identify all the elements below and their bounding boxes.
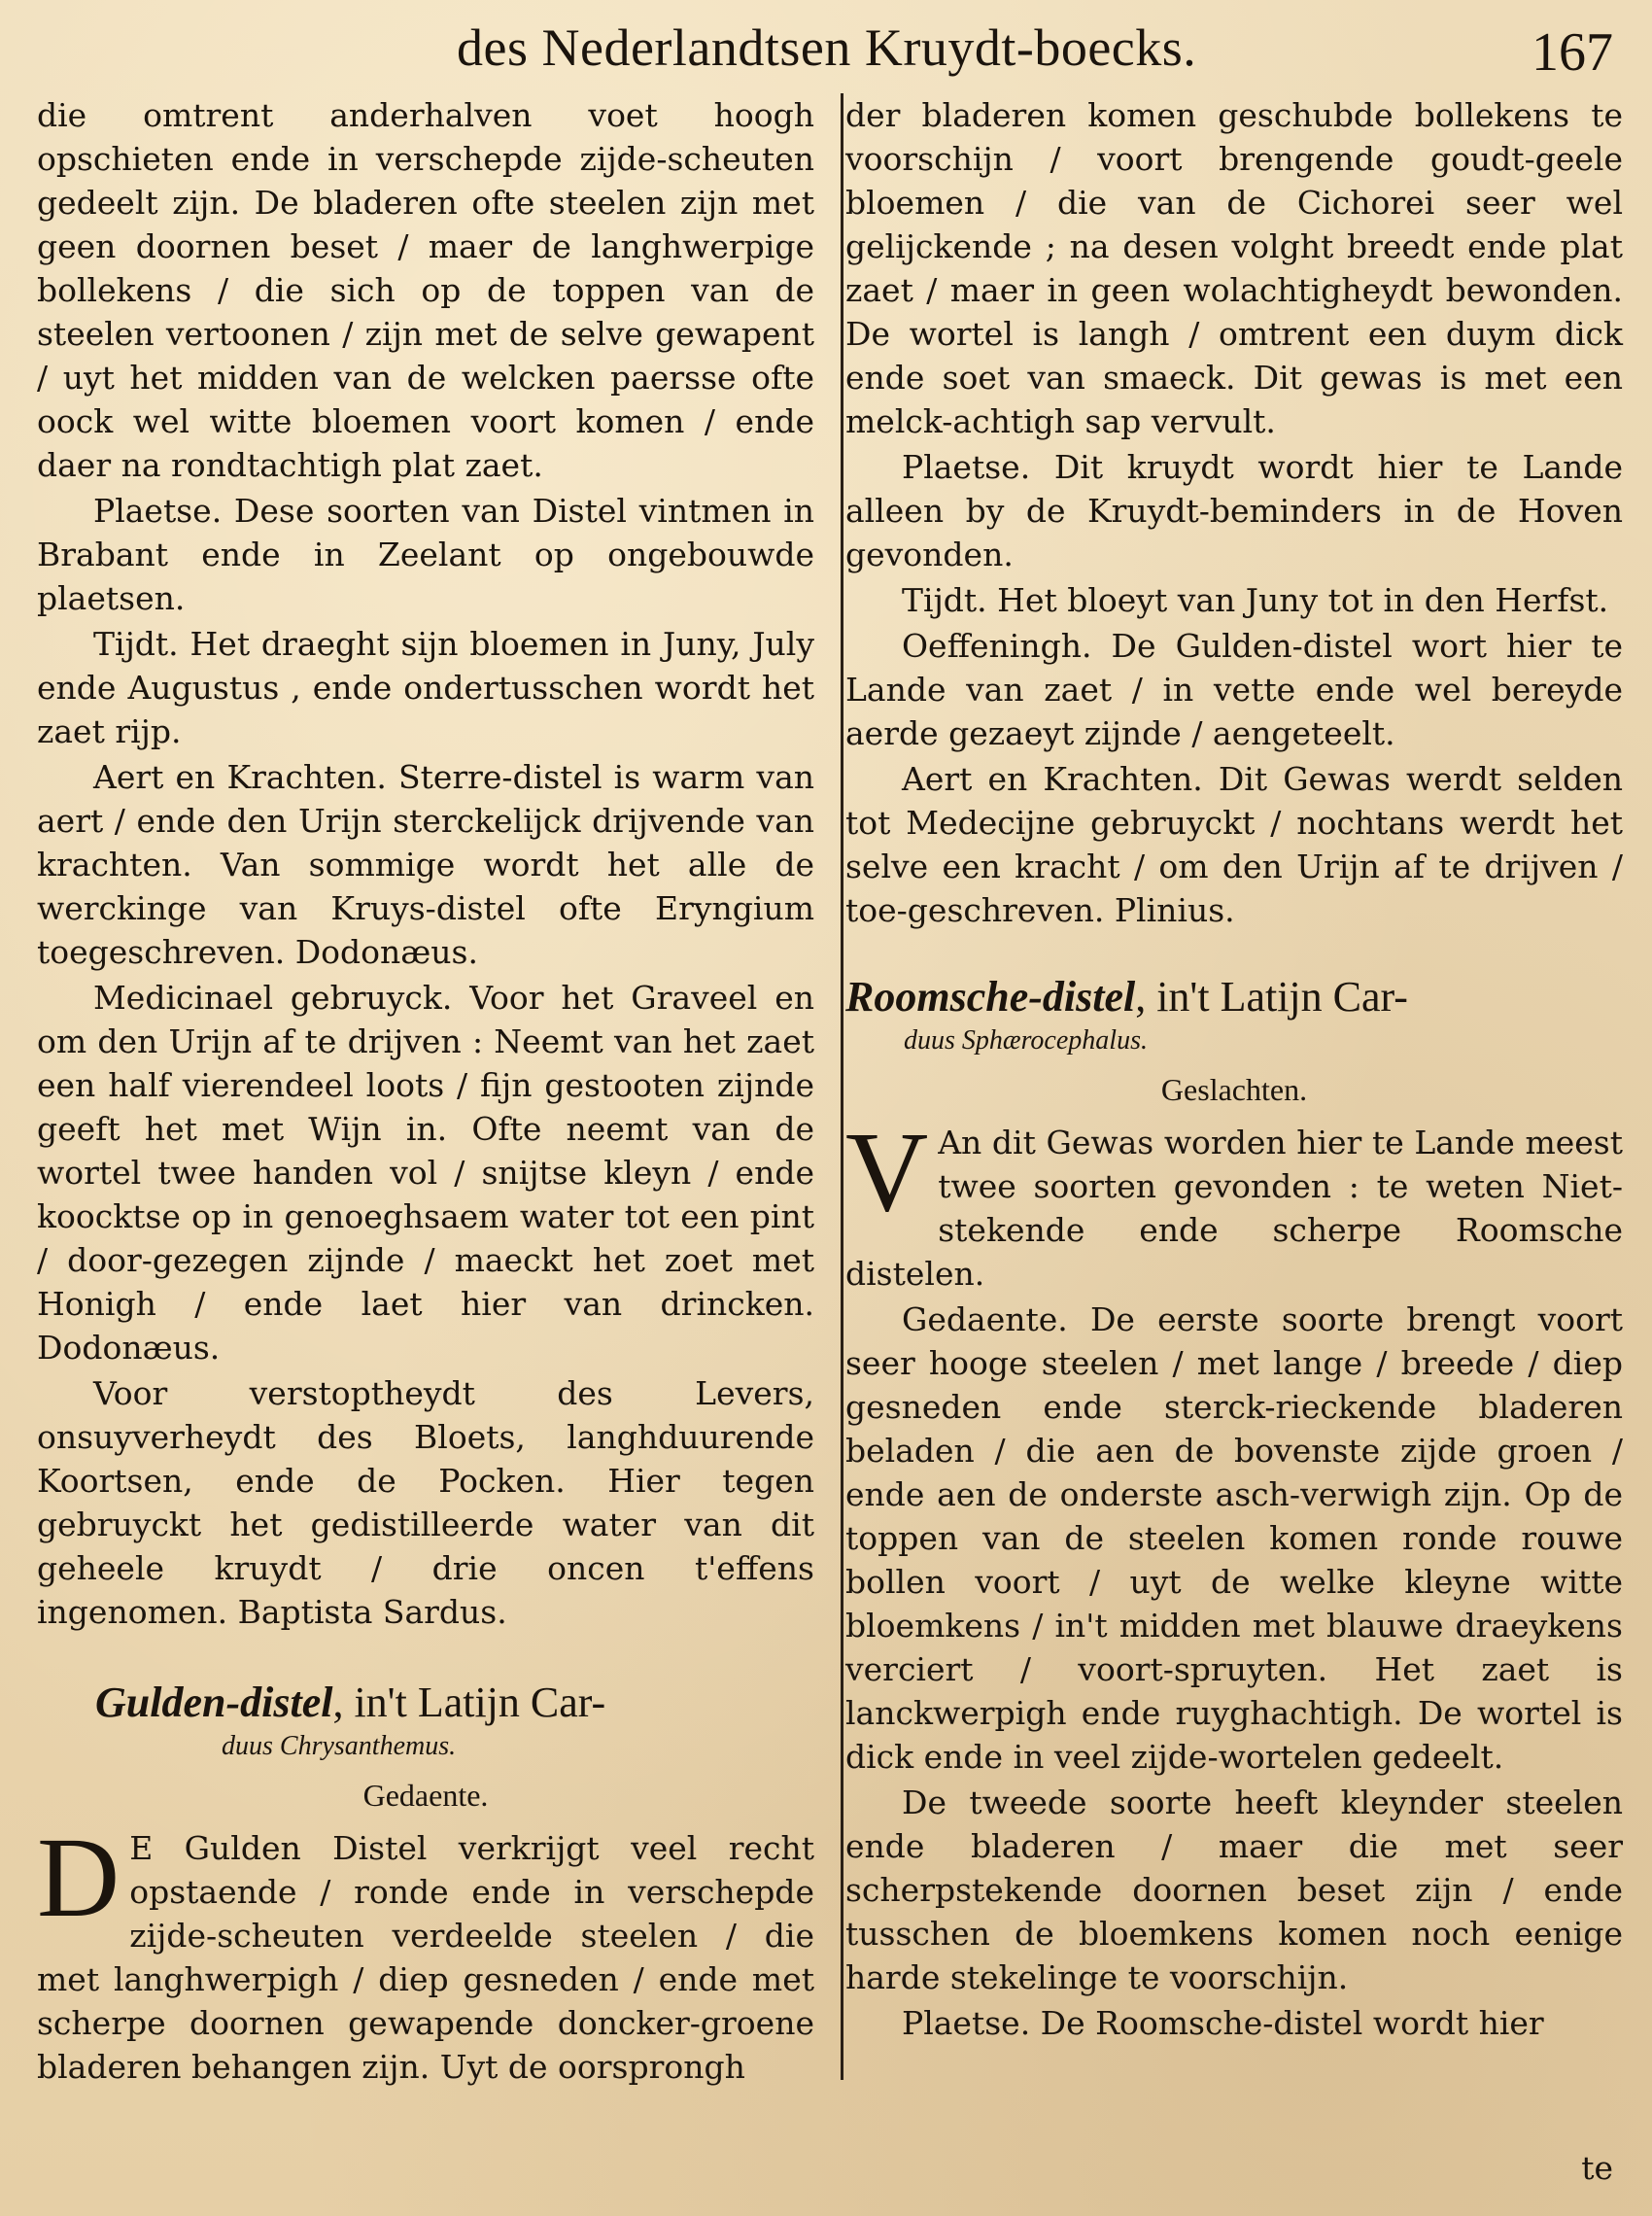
heading-latin: , in't Latijn Car- — [332, 1679, 606, 1726]
drop-cap: D — [37, 1814, 120, 1941]
section-heading — [37, 1679, 814, 1727]
paragraph: Plaetse. Dese soorten van Distel vintmen in Brabant ende in Zeelant op ongebouwde plaetsen. — [37, 492, 814, 617]
heading-latin-name: duus Sphærocephalus. — [904, 1025, 1148, 1056]
paragraph: Medicinael gebruyck. Voor het Graveel en om den Urijn af te drijven : Neemt van het zaet een half vierendeel loots / fijn gestooten zijnde geeft het met Wijn in. Ofte neemt van de wortel twee handen vol / snijtse kleyn / ende koocktse op in genoeghsaem water tot een pint / door-gezegen zijnde / maeckt het zoet met Honigh / ende laet hier van drincken. Dodonæus. — [37, 979, 814, 1367]
paragraph: Plaetse. De Roomsche-distel wordt hier — [902, 2004, 1544, 2042]
section-heading — [845, 973, 1623, 1021]
column-divider — [841, 93, 843, 2080]
paragraph — [37, 1814, 814, 2089]
paragraph — [845, 1108, 1623, 1296]
paragraph: der bladeren komen geschubde bollekens te voorschijn / voort brengende goudt-geele bloemen / die van de Cichorei seer wel gelijckende ; na desen volght breedt ende plat zaet / maer in geen wolachtigheydt bewonden. De wortel is langh / omtrent een duym dick ende soet van smaeck. Dit gewas is met een melck-achtigh sap vervult. — [845, 96, 1623, 440]
paragraph: Aert en Krachten. Sterre-distel is warm van aert / ende den Urijn sterckelijck drijvende van krachten. Van sommige wordt het alle de werckinge van Kruys-distel ofte Eryngium toegeschreven. Dodonæus. — [37, 758, 814, 971]
heading-latin-name: duus Chrysanthemus. — [222, 1731, 457, 1761]
subsection-title: Geslachten. — [1160, 1072, 1308, 1107]
paragraph: Oeffeningh. De Gulden-distel wort hier te Lande van zaet / in vette ende wel bereyde aerde gezaeyt zijnde / aengeteelt. — [845, 627, 1623, 752]
left-column — [37, 93, 814, 2091]
page-number: 167 — [1532, 22, 1613, 83]
paragraph: Aert en Krachten. Dit Gewas werdt selden tot Medecijne gebruyckt / nochtans werdt het selve een kracht / om den Urijn af te drijven / toe-geschreven. Plinius. — [845, 760, 1623, 929]
paragraph: Tijdt. Het draeght sijn bloemen in Juny, July ende Augustus , ende ondertusschen wordt het zaet rijp. — [37, 625, 814, 750]
paragraph: De tweede soorte heeft kleynder steelen ende bladeren / maer die met seer scherpstekende doornen beset zijn / ende tusschen de bloemkens komen noch eenige harde stekelinge te voorschijn. — [845, 1783, 1623, 1996]
paragraph: Gedaente. De eerste soorte brengt voort seer hooge steelen / met lange / breede / diep gesneden ende sterck-rieckende bladeren beladen / die aen de bovenste zijde groen / ende aen de onderste asch-verwigh zijn. Op de toppen van de steelen komen ronde rouwe bollen voort / uyt de welke kleyne witte bloemkens / in't midden met blauwe draeykens verciert / voort-spruyten. Het zaet is lanckwerpigh ende ruyghachtigh. De wortel is dick ende in veel zijde-wortelen gedeelt. — [845, 1300, 1623, 1776]
paragraph-text: An dit Gewas worden hier te Lande meest twee soorten gevonden : te weten Niet-stekende ende scherpe Roomsche distelen. — [845, 1124, 1623, 1293]
paragraph: Tijdt. Het bloeyt van Juny tot in den Herfst. — [902, 581, 1609, 619]
paragraph: Voor verstoptheydt des Levers, onsuyverheydt des Bloets, langhduurende Koortsen, ende de Pocken. Hier tegen gebruyckt het gedistilleerde water van dit geheele kruydt / drie oncen t'effens ingenomen. Baptista Sardus. — [37, 1374, 814, 1631]
drop-cap: V — [845, 1108, 929, 1235]
heading-italic: Gulden-distel — [95, 1679, 333, 1726]
paragraph: die omtrent anderhalven voet hoogh opschieten ende in verschepde zijde-scheuten gedeelt zijn. De bladeren ofte steelen zijn met geen doornen beset / maer de langhwerpige bollekens / die sich op de toppen van de steelen vertoonen / zijn met de selve gewapent / uyt het midden van de welcken paersse ofte oock wel witte bloemen voort komen / ende daer na rondtachtigh plat zaet. — [37, 96, 814, 484]
heading-italic: Roomsche-distel — [845, 973, 1136, 1021]
right-column — [845, 93, 1623, 2047]
paragraph-text: E Gulden Distel verkrijgt veel recht opstaende / ronde ende in verschepde zijde-scheuten verdeelde steelen / die met langhwerpigh / diep gesneden / ende met scherpe doornen gewapende doncker-groene bladeren behangen zijn. Uyt de oorsprongh — [37, 1829, 814, 2086]
heading-latin: , in't Latijn Car- — [1135, 973, 1408, 1021]
catchword: te — [1581, 2149, 1613, 2187]
paragraph: Plaetse. Dit kruydt wordt hier te Lande alleen by de Kruydt-beminders in de Hoven gevonden. — [845, 448, 1623, 573]
running-head: des Nederlandtsen Kruydt-boecks. — [457, 18, 1197, 77]
subsection-title: Gedaente. — [362, 1778, 489, 1813]
